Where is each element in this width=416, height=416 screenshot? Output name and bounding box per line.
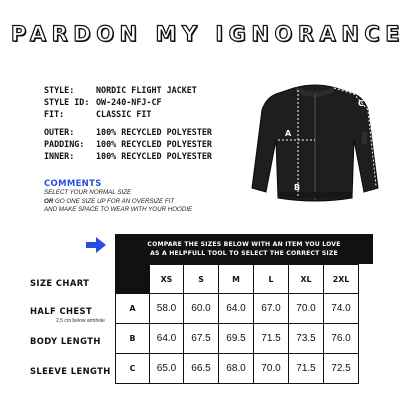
table-cell: 67.5 — [183, 323, 219, 354]
table-cell: 76.0 — [323, 323, 359, 354]
spec-key: STYLE: — [44, 85, 75, 95]
jacket-hem — [278, 192, 352, 198]
table-corner — [115, 264, 150, 294]
jacket-image — [250, 80, 380, 206]
compare-banner — [115, 234, 373, 264]
comment-line — [44, 198, 192, 207]
table-cell: 71.5 — [253, 323, 289, 354]
arrow-right-icon — [85, 236, 107, 254]
size-header: M — [218, 264, 254, 294]
size-chart-label: SIZE CHART — [30, 278, 90, 288]
banner-line: AS A HELPFULL TOOL TO SELECT THE CORRECT SIZE — [150, 250, 338, 257]
material-row-padding — [44, 138, 212, 150]
size-header: S — [183, 264, 219, 294]
spec-row-style-id — [44, 96, 197, 108]
spec-row-style — [44, 84, 197, 96]
material-key: PADDING: — [44, 139, 85, 149]
marker-c: C — [358, 99, 364, 108]
table-cell: 64.0 — [149, 323, 184, 354]
table-cell: 60.0 — [183, 293, 219, 324]
spec-value: OW-240-NFJ-CF — [96, 97, 162, 107]
table-cell: 70.0 — [253, 353, 289, 384]
table-cell: 66.5 — [183, 353, 219, 384]
table-cell: 58.0 — [149, 293, 184, 324]
table-cell: 67.0 — [253, 293, 289, 324]
table-cell: 73.5 — [288, 323, 324, 354]
spec-row-fit — [44, 108, 197, 120]
style-specs — [44, 84, 197, 120]
row-label-sleeve-length: SLEEVE LENGTH — [30, 366, 111, 376]
table-cell: 70.0 — [288, 293, 324, 324]
comment-text: GO ONE SIZE UP FOR AN OVERSIZE FIT — [53, 197, 175, 205]
comments-block — [44, 179, 192, 215]
comment-line: AND MAKE SPACE TO WEAR WITH YOUR HOODIE — [44, 206, 193, 214]
table-cell: 64.0 — [218, 293, 254, 324]
marker-a: A — [285, 129, 292, 138]
material-value: 100% RECYCLED POLYESTER — [96, 151, 212, 161]
banner-line: COMPARE THE SIZES BELOW WITH AN ITEM YOU LOVE — [147, 241, 341, 248]
table-cell: 65.0 — [149, 353, 184, 384]
row-code: B — [115, 323, 150, 354]
size-header: L — [253, 264, 289, 294]
material-value: 100% RECYCLED POLYESTER — [96, 139, 212, 149]
material-value: 100% RECYCLED POLYESTER — [96, 127, 212, 137]
spec-key: STYLE ID: — [44, 97, 90, 107]
comment-line: SELECT YOUR NORMAL SIZE — [44, 189, 132, 196]
spec-value: NORDIC FLIGHT JACKET — [96, 85, 197, 95]
row-code: C — [115, 353, 150, 384]
material-specs — [44, 126, 212, 162]
jacket-sleeve-pocket — [362, 132, 367, 144]
size-header: XS — [149, 264, 184, 294]
material-key: INNER: — [44, 151, 75, 161]
comment-emphasis: OR — [44, 197, 54, 205]
material-row-outer — [44, 126, 212, 138]
table-cell: 72.5 — [323, 353, 359, 384]
row-label-half-chest: HALF CHEST — [30, 306, 93, 316]
size-header: 2XL — [323, 264, 359, 294]
table-cell: 69.5 — [218, 323, 254, 354]
material-row-inner — [44, 150, 212, 162]
row-sublabel-half-chest: 2,5 cm below armhole — [56, 318, 105, 324]
table-cell: 71.5 — [288, 353, 324, 384]
spec-value: CLASSIC FIT — [96, 109, 152, 119]
spec-key: FIT: — [44, 109, 65, 119]
table-cell: 74.0 — [323, 293, 359, 324]
brand-title: PARDON MY IGNORANCE — [10, 22, 406, 46]
material-key: OUTER: — [44, 127, 75, 137]
row-label-body-length: BODY LENGTH — [30, 336, 101, 346]
marker-b: B — [294, 183, 301, 192]
table-cell: 68.0 — [218, 353, 254, 384]
row-code: A — [115, 293, 150, 324]
comments-title: COMMENTS — [44, 179, 102, 189]
size-header: XL — [288, 264, 324, 294]
